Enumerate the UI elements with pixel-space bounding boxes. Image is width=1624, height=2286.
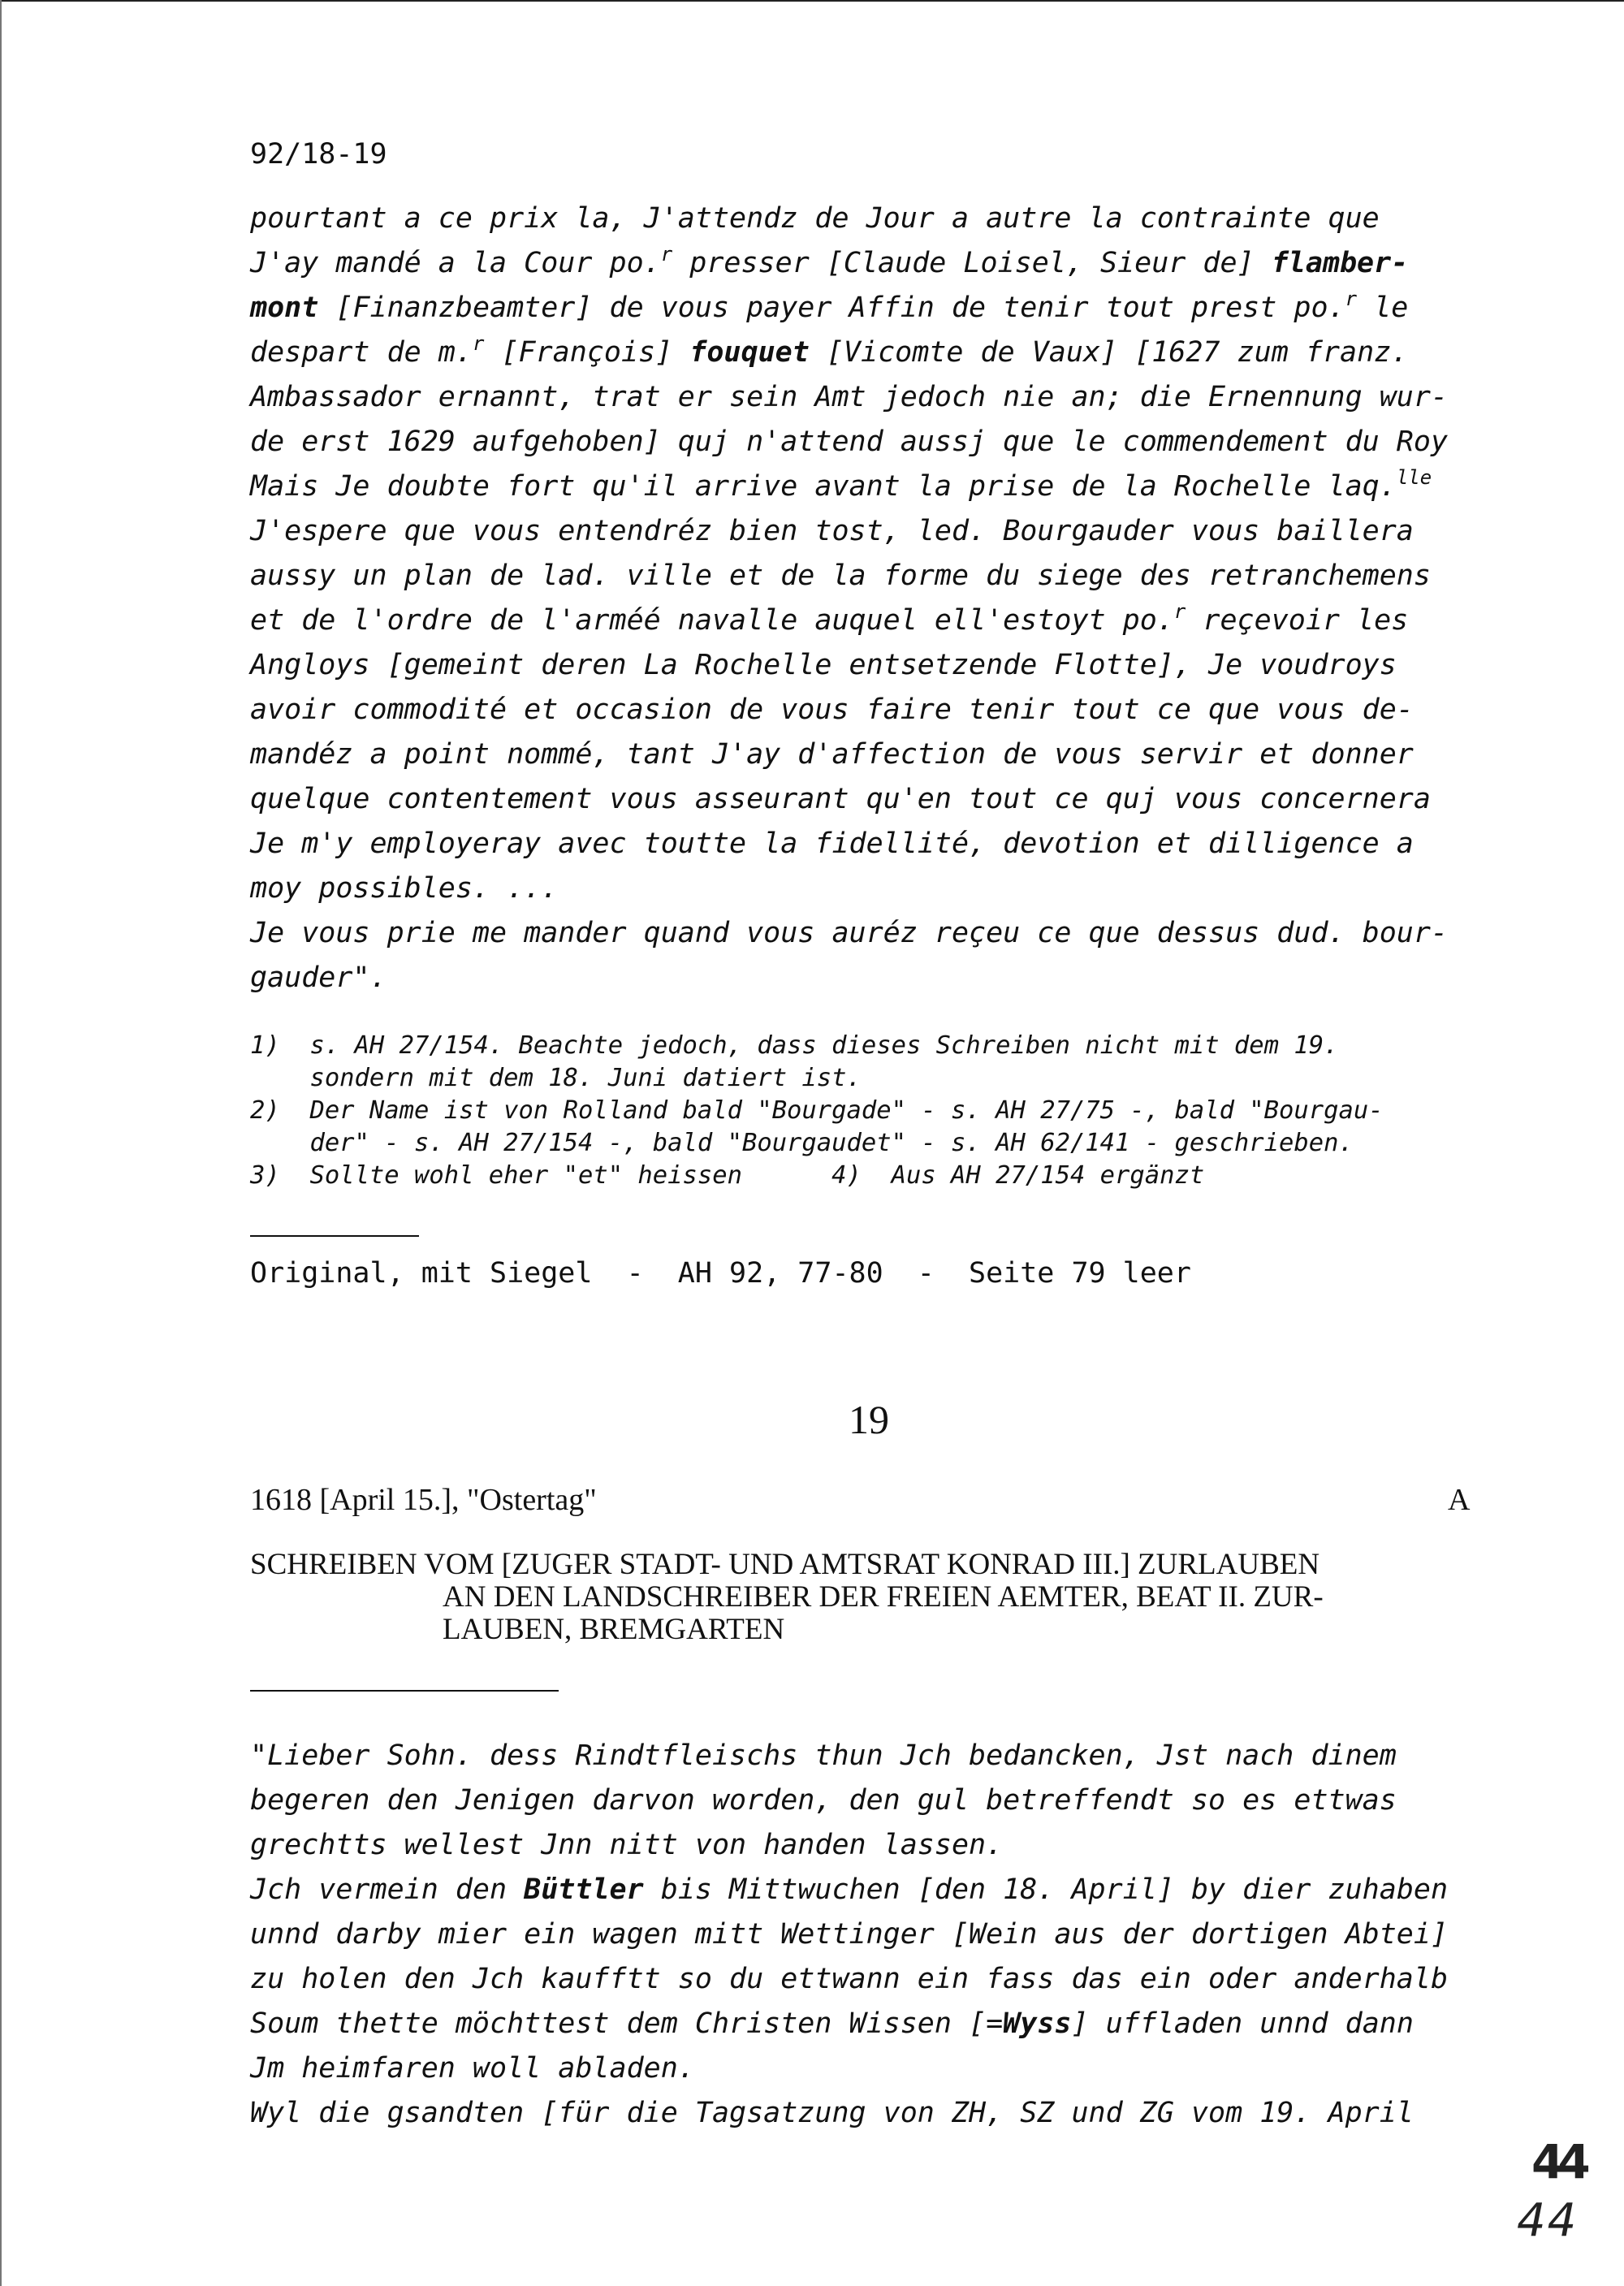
- bold-name: Wyss: [1003, 2007, 1072, 2040]
- footnote: 1) s. AH 27/154. Beachte jedoch, dass dieses Schreiben nicht mit dem 19.: [250, 1031, 1339, 1060]
- text-line: avoir commodité et occasion de vous faire tenir tout ce que vous de-: [250, 694, 1414, 726]
- document-date: 1618 [April 15.], "Ostertag": [250, 1483, 597, 1517]
- separator-rule: [250, 1235, 419, 1237]
- document-number: 19: [849, 1397, 889, 1442]
- foliation-handwritten: 44: [1517, 2194, 1579, 2247]
- text-line: moy possibles. ...: [250, 872, 559, 905]
- text-line: Wyl die gsandten [für die Tagsatzung von ZH, SZ und ZG vom 19. April: [250, 2097, 1414, 2129]
- document-heading: LAUBEN, BREMGARTEN: [443, 1613, 785, 1646]
- text-line: pourtant a ce prix la, J'attendz de Jour a autre la contrainte que: [250, 202, 1380, 235]
- text-line: quelque contentement vous asseurant qu'en tout ce quj vous concernera: [250, 783, 1431, 815]
- text-line: Jch vermein den Büttler bis Mittwuchen [den 18. April] by dier zuhaben: [250, 1873, 1449, 1906]
- text-line: despart de m.$^r$ [François] fouquet [Vicomte de Vaux] [1627 zum franz.: [250, 332, 1409, 369]
- text-line: zu holen den Jch kaufftt so du ettwann ein fass das ein oder anderhalb: [250, 1963, 1449, 1995]
- text-line: gauder".: [250, 962, 387, 994]
- separator-rule: [250, 1690, 559, 1692]
- text-line: de erst 1629 aufgehoben] quj n'attend aussj que le commendement du Roy: [250, 426, 1449, 458]
- footnote: der" - s. AH 27/154 -, bald "Bourgaudet" - s. AH 62/141 - geschrieben.: [250, 1129, 1354, 1157]
- text-line: mandéz a point nommé, tant J'ay d'affection de vous servir et donner: [250, 738, 1414, 771]
- page-left-edge: [0, 0, 2, 2286]
- text-line: Soum thette möchttest dem Christen Wissen [=Wyss] uffladen unnd dann: [250, 2007, 1414, 2040]
- footnote: 3) Sollte wohl eher "et" heissen 4) Aus AH 27/154 ergänzt: [250, 1161, 1205, 1190]
- bold-name: Büttler: [524, 1873, 644, 1906]
- text-line: grechtts wellest Jnn nitt von handen lassen.: [250, 1829, 1004, 1861]
- document-type-marker: A: [1448, 1483, 1471, 1517]
- text-line: Jm heimfaren woll abladen.: [250, 2052, 695, 2085]
- text-line: "Lieber Sohn. dess Rindtfleischs thun Jch bedancken, Jst nach dinem: [250, 1739, 1397, 1772]
- text-line: unnd darby mier ein wagen mitt Wettinger [Wein aus der dortigen Abtei]: [250, 1918, 1449, 1951]
- text-line: J'ay mandé a la Cour po.$^r$ presser [Claude Loisel, Sieur de] flamber-: [250, 243, 1409, 279]
- text-line: et de l'ordre de l'arméé navalle auquel ell'estoyt po.$^r$ reçevoir les: [250, 600, 1409, 637]
- document-heading: AN DEN LANDSCHREIBER DER FREIEN AEMTER, BEAT II. ZUR-: [443, 1580, 1324, 1614]
- bold-name: fouquet: [689, 336, 810, 369]
- footnote: sondern mit dem 18. Juni datiert ist.: [250, 1064, 862, 1092]
- footnote: 2) Der Name ist von Rolland bald "Bourgade" - s. AH 27/75 -, bald "Bourgau-: [250, 1096, 1384, 1125]
- text-line: aussy un plan de lad. ville et de la forme du siege des retranchemens: [250, 560, 1431, 592]
- bold-name: mont: [250, 292, 319, 324]
- foliation-stamp: 44: [1531, 2134, 1584, 2189]
- page-top-edge: [0, 0, 1624, 2]
- source-note: Original, mit Siegel - AH 92, 77-80 - Seite 79 leer: [250, 1257, 1191, 1290]
- text-line: Mais Je doubte fort qu'il arrive avant la prise de la Rochelle laq.$^{lle}$: [250, 466, 1432, 503]
- page-reference: 92/18-19: [250, 138, 387, 171]
- text-line: mont [Finanzbeamter] de vous payer Affin de tenir tout prest po.$^r$ le: [250, 287, 1409, 324]
- text-line: Angloys [gemeint deren La Rochelle entsetzende Flotte], Je voudroys: [250, 649, 1397, 681]
- text-line: Ambassador ernannt, trat er sein Amt jedoch nie an; die Ernennung wur-: [250, 381, 1449, 413]
- text-line: J'espere que vous entendréz bien tost, led. Bourgauder vous baillera: [250, 515, 1414, 547]
- bold-name: flamber-: [1271, 247, 1409, 279]
- text-line: Je m'y employeray avec toutte la fidellité, devotion et dilligence a: [250, 828, 1414, 860]
- text-line: begeren den Jenigen darvon worden, den gul betreffendt so es ettwas: [250, 1784, 1397, 1817]
- text-line: Je vous prie me mander quand vous auréz reçeu ce que dessus dud. bour-: [250, 917, 1449, 949]
- document-heading: SCHREIBEN VOM [ZUGER STADT- UND AMTSRAT KONRAD III.] ZURLAUBEN: [250, 1548, 1320, 1581]
